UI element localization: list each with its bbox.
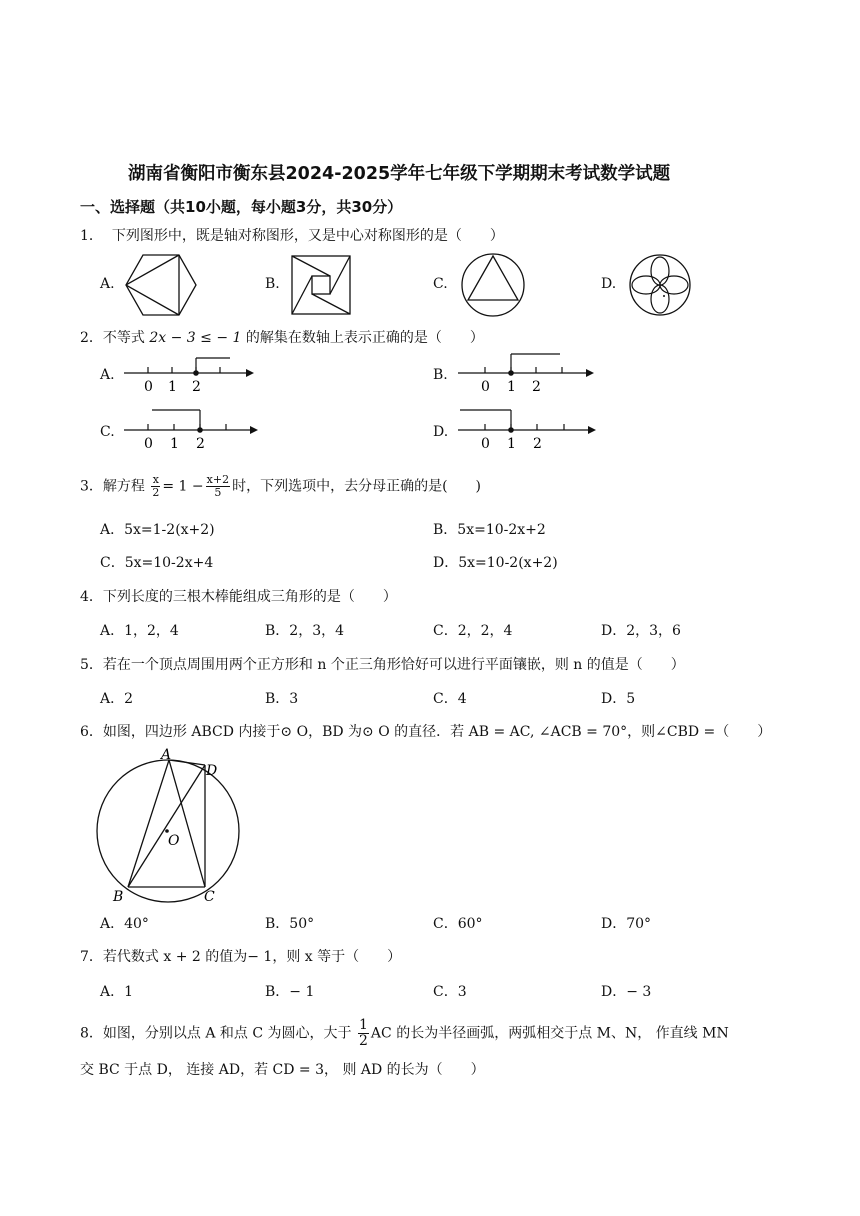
option-d: D．5x=10-2(x+2) [433, 555, 558, 571]
question-number: 6． [80, 724, 103, 740]
tick-label: 2 [196, 436, 205, 452]
tick-label: 0 [144, 379, 153, 395]
fraction: $\frac{x}{2}$ [152, 473, 160, 499]
option-label: C. [100, 424, 115, 440]
option-c: C．2，2，4 [433, 623, 513, 639]
question-number: 2． [80, 330, 103, 346]
point-label-o: O [168, 833, 180, 849]
flower-circle-figure [628, 253, 692, 317]
number-line-b [456, 352, 601, 396]
point-label-d: D [206, 763, 218, 779]
option-c: C．60° [433, 916, 483, 932]
question-number: 3． [80, 478, 103, 495]
question-6 [80, 721, 771, 741]
tick-label: 0 [481, 379, 490, 395]
option-label: C. [433, 276, 448, 292]
option-label: D. [601, 276, 617, 292]
option-label: A. [100, 367, 115, 383]
option-label: A. [100, 276, 115, 292]
option-c: C．3 [433, 984, 467, 1000]
option-b: B．2，3，4 [265, 623, 345, 639]
question-text: 下列图形中，既是轴对称图形，又是中心对称图形的是（ ） [111, 228, 504, 244]
option-a: A．40° [100, 916, 149, 932]
option-b: B．5x=10-2x+2 [433, 522, 546, 538]
option-b: B．3 [265, 691, 299, 707]
question-text: 的解集在数轴上表示正确的是（ ） [245, 330, 484, 346]
question-8 [80, 1018, 729, 1049]
option-b: B．50° [265, 916, 315, 932]
question-2 [80, 327, 484, 347]
question-text: 下列长度的三根木棒能组成三角形的是（ ） [102, 589, 397, 605]
number-line-a [122, 352, 262, 396]
option-c: C．4 [433, 691, 467, 707]
option-d: D．70° [601, 916, 652, 932]
number-line-d [456, 408, 604, 452]
fraction: $\frac{x+2}{5}$ [206, 473, 230, 499]
question-number: 5． [80, 657, 103, 673]
question-text: 解方程 [102, 478, 145, 495]
point-label-b: B [113, 889, 124, 905]
tick-label: 2 [532, 379, 541, 395]
section-heading: 一、选择题（共10小题，每小题3分，共30分） [80, 198, 403, 216]
inscribed-quadrilateral-figure [90, 745, 250, 905]
question-number: 7． [80, 949, 103, 965]
question-4 [80, 586, 397, 606]
equation-part: = 1 − [162, 478, 204, 495]
option-d: D．− 3 [601, 984, 652, 1000]
option-a: A．1 [100, 984, 134, 1000]
point-label-a: A [161, 747, 172, 763]
question-text: AC 的长为半径画弧，两弧相交于点 M、N， 作直线 MN [370, 1025, 729, 1042]
fraction: $\frac{1}{2}$ [359, 1017, 368, 1049]
tick-label: 1 [507, 436, 516, 452]
circle-triangle-figure [460, 252, 526, 318]
tick-label: 1 [507, 379, 516, 395]
question-text: 时，下列选项中，去分母正确的是( ) [232, 478, 482, 495]
point-label-c: C [204, 889, 215, 905]
question-number: 1． [80, 228, 103, 244]
option-d: D．5 [601, 691, 636, 707]
option-a: A．5x=1-2(x+2) [100, 522, 215, 538]
question-text: 不等式 [102, 330, 145, 346]
tick-label: 1 [170, 436, 179, 452]
number-line-c [122, 408, 267, 452]
question-7 [80, 946, 401, 966]
option-a: A．2 [100, 691, 134, 707]
question-text: 如图，分别以点 A 和点 C 为圆心，大于 [102, 1025, 352, 1042]
question-8-line-2: 交 BC 于点 D， 连接 AD，若 CD = 3， 则 AD 的长为（ ） [80, 1062, 485, 1078]
question-number: 4． [80, 589, 103, 605]
question-text: 若代数式 x + 2 的值为− 1，则 x 等于（ ） [102, 949, 402, 965]
tick-label: 0 [481, 436, 490, 452]
tick-label: 1 [168, 379, 177, 395]
tick-label: 2 [533, 436, 542, 452]
question-text: 若在一个顶点周围用两个正方形和 n 个正三角形恰好可以进行平面镶嵌，则 n 的值是（ ） [102, 657, 685, 673]
hexagon-figure [124, 252, 198, 318]
question-text: 如图，四边形 ABCD 内接于⊙ O，BD 为⊙ O 的直径．若 AB = AC, ∠ACB = 70°，则∠CBD =（ ） [102, 724, 772, 740]
option-label: B. [433, 367, 448, 383]
question-5 [80, 654, 685, 674]
page-title: 湖南省衡阳市衡东县2024-2025学年七年级下学期期末考试数学试题 [128, 164, 671, 184]
question-1 [80, 225, 504, 245]
question-3 [80, 474, 481, 499]
option-label: B. [265, 276, 280, 292]
option-c: C．5x=10-2x+4 [100, 555, 214, 571]
pinwheel-square-figure [290, 254, 352, 316]
option-label: D. [433, 424, 449, 440]
inequality-expression: 2x − 3 ≤ − 1 [149, 330, 242, 346]
question-number: 8． [80, 1025, 103, 1042]
tick-label: 2 [192, 379, 201, 395]
tick-label: 0 [144, 436, 153, 452]
option-d: D．2，3，6 [601, 623, 681, 639]
option-a: A．1，2，4 [100, 623, 179, 639]
option-b: B．− 1 [265, 984, 315, 1000]
